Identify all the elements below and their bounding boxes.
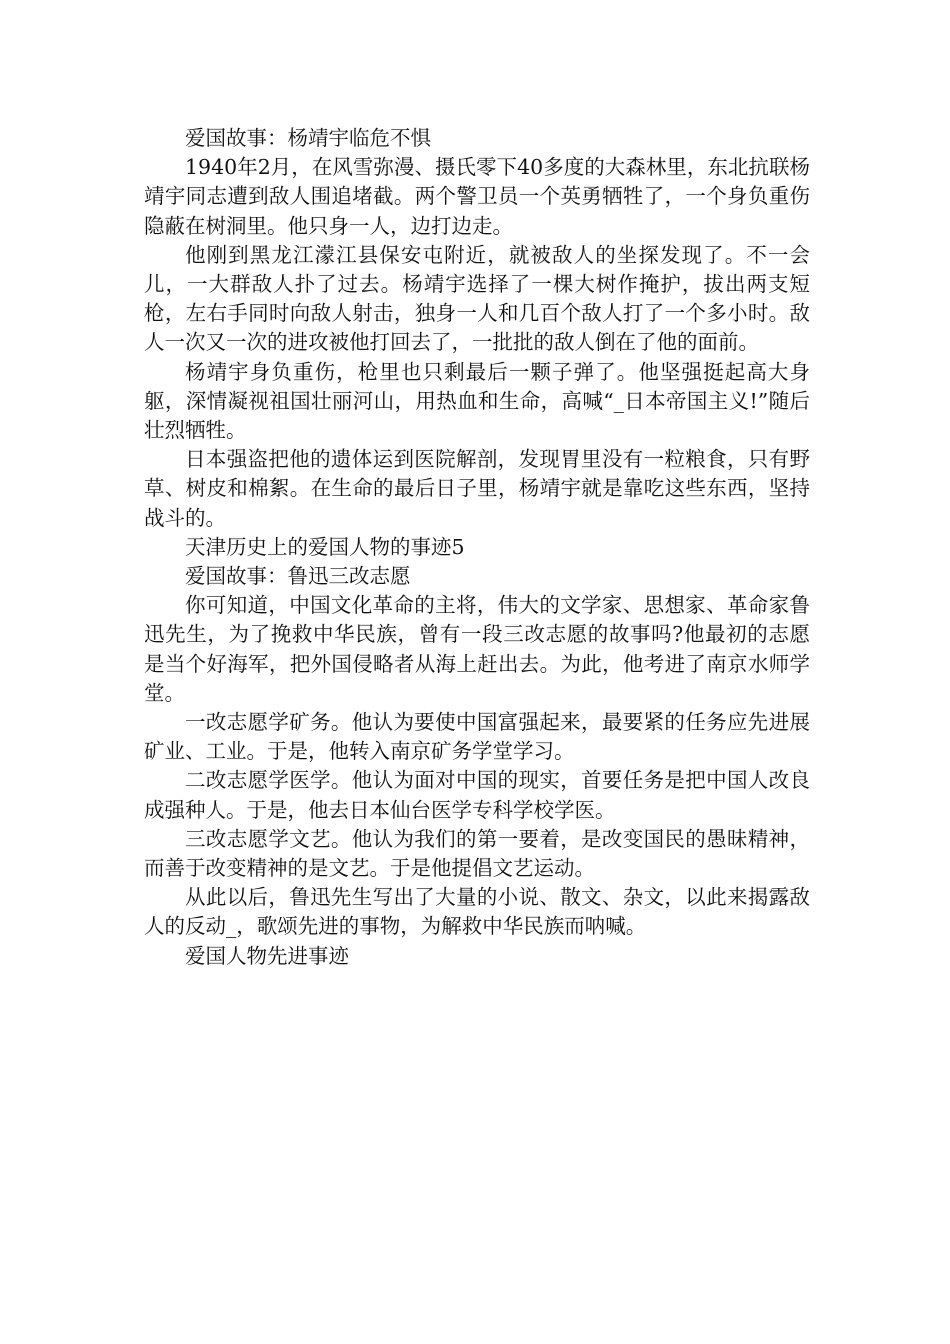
paragraph-third-change-literature: 三改志愿学文艺。他认为我们的第一要着，是改变国民的愚昧精神，而善于改变精神的是文艺。于是他提倡文艺运动。 <box>144 826 810 881</box>
paragraph-baoantun-battle: 他刚到黑龙江濛江县保安屯附近，就被敌人的坐探发现了。不一会儿，一大群敌人扑了过去。杨靖宇选择了一棵大树作掩护，拔出两支短枪，左右手同时向敌人射击，独身一人和几百个敌人打了一个多小时。敌人一次又一次的进攻被他打回去了，一批批的敌人倒在了他的面前。 <box>144 242 810 355</box>
heading-lu-xun-story: 爱国故事：鲁迅三改志愿 <box>185 564 411 589</box>
section-title-tianjin-5: 天津历史上的爱国人物的事迹5 <box>185 534 465 559</box>
document-page <box>144 124 810 971</box>
paragraph-lu-xun-writings: 从此以后，鲁迅先生写出了大量的小说、散文、杂文，以此来揭露敌人的反动_，歌颂先进的事物，为解救中华民族而呐喊。 <box>144 885 810 939</box>
paragraph-autopsy: 日本强盗把他的遗体运到医院解剖，发现胃里没有一粒粮食，只有野草、树皮和棉絮。在生命的最后日子里，杨靖宇就是靠吃这些东西，坚持战斗的。 <box>144 447 810 530</box>
paragraph-1940-encirclement: 1940年2月，在风雪弥漫、摄氏零下40多度的大森林里，东北抗联杨靖宇同志遭到敌人围追堵截。两个警卫员一个英勇牺牲了，一个身负重伤隐蔽在树洞里。他只身一人，边打边走。 <box>144 155 810 238</box>
closing-heading-patriotic-deeds: 爱国人物先进事迹 <box>185 943 349 968</box>
heading-yang-jingyu-story: 爱国故事：杨靖宇临危不惧 <box>185 126 431 150</box>
paragraph-second-change-medicine: 二改志愿学医学。他认为面对中国的现实，首要任务是把中国人改良成强种人。于是，他去日本仙台医学专科学校学医。 <box>144 768 810 822</box>
paragraph-last-bullet: 杨靖宇身负重伤，枪里也只剩最后一颗子弹了。他坚强挺起高大身躯，深情凝视祖国壮丽河山，用热血和生命，高喊“_日本帝国主义!”随后壮烈牺牲。 <box>144 359 810 443</box>
paragraph-first-change-mining: 一改志愿学矿务。他认为要使中国富强起来，最要紧的任务应先进展矿业、工业。于是，他转入南京矿务学堂学习。 <box>144 710 810 764</box>
paragraph-lu-xun-navy: 你可知道，中国文化革命的主将，伟大的文学家、思想家、革命家鲁迅先生，为了挽救中华民族，曾有一段三改志愿的故事吗?他最初的志愿是当个好海军，把外国侵略者从海上赶出去。为此，他考进了南京水师学堂。 <box>144 593 810 705</box>
